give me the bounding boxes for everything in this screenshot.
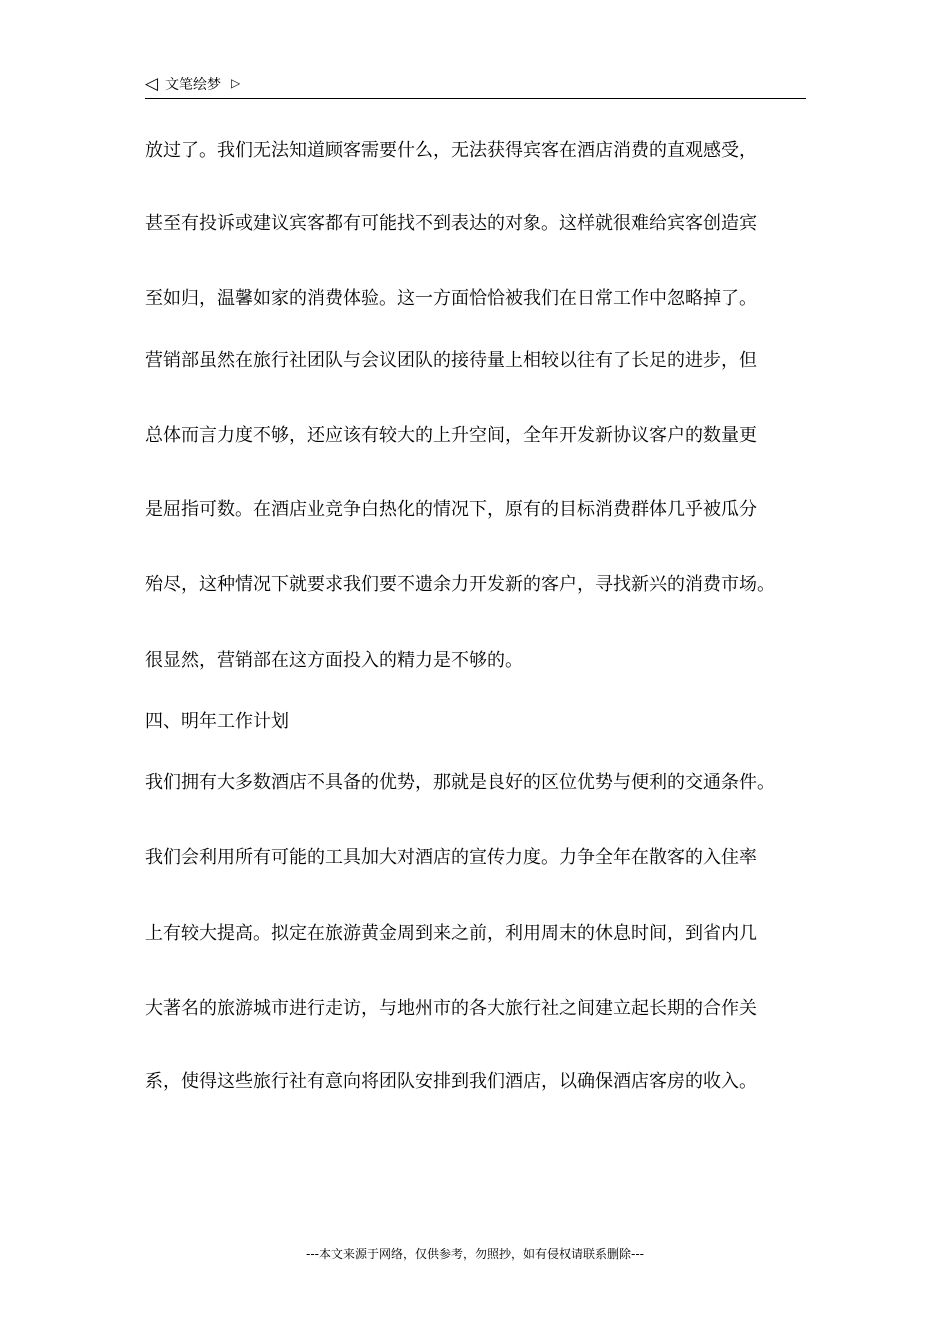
body-line: 系，使得这些旅行社有意向将团队安排到我们酒店，以确保酒店客房的收入。 [145,1071,757,1092]
left-triangle-icon: ◁ [145,74,159,94]
body-line: 殆尽，这种情况下就要求我们要不遗余力开发新的客户，寻找新兴的消费市场。 [145,574,775,595]
body-line: 是屈指可数。在酒店业竞争白热化的情况下，原有的目标消费群体几乎被瓜分 [145,499,757,520]
section-heading: 四、明年工作计划 [145,711,289,732]
body-line: 我们拥有大多数酒店不具备的优势，那就是良好的区位优势与便利的交通条件。 [145,772,775,793]
body-line: 至如归，温馨如家的消费体验。这一方面恰恰被我们在日常工作中忽略掉了。 [145,288,757,309]
header-title: 文笔绘梦 [165,77,221,93]
body-line: 甚至有投诉或建议宾客都有可能找不到表达的对象。这样就很难给宾客创造宾 [145,213,757,234]
body-line: 大著名的旅游城市进行走访，与地州市的各大旅行社之间建立起长期的合作关 [145,998,757,1019]
body-line: 放过了。我们无法知道顾客需要什么，无法获得宾客在酒店消费的直观感受， [145,140,757,161]
body-line: 很显然，营销部在这方面投入的精力是不够的。 [145,650,523,671]
body-line: 上有较大提高。拟定在旅游黄金周到来之前，利用周末的休息时间，到省内几 [145,923,757,944]
body-line: 总体而言力度不够，还应该有较大的上升空间，全年开发新协议客户的数量更 [145,425,757,446]
body-line: 营销部虽然在旅行社团队与会议团队的接待量上相较以往有了长足的进步，但 [145,350,757,371]
page-footer: ---本文来源于网络，仅供参考，勿照抄，如有侵权请联系删除--- [306,1247,644,1261]
body-line: 我们会利用所有可能的工具加大对酒店的宣传力度。力争全年在散客的入住率 [145,847,757,868]
page-header [145,74,806,99]
right-triangle-icon: ▷ [231,76,241,90]
